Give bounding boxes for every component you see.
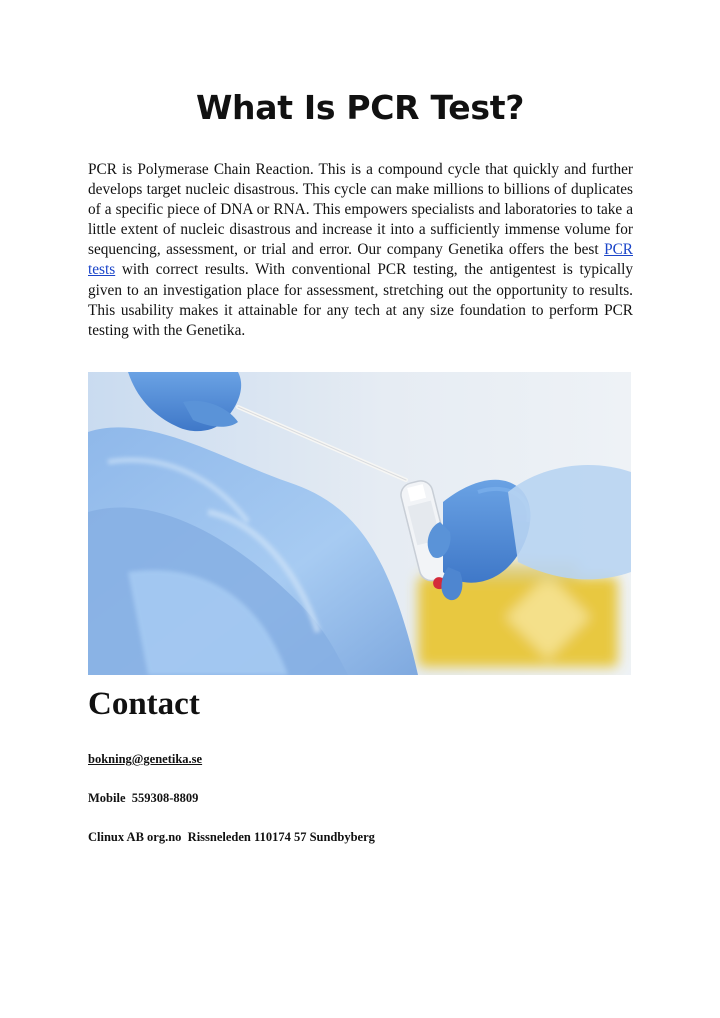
pcr-swab-photo <box>88 372 631 675</box>
page-title: What Is PCR Test? <box>195 88 525 127</box>
email-link[interactable]: bokning@genetika.se <box>88 752 203 766</box>
pcr-tests-link[interactable]: PCR tests <box>88 241 633 279</box>
intro-text-before-link: PCR is Polymerase Chain Reaction. This is a compound cycle that quickly and further develops target nucleic disastrous. This cycle can make millions to billions of duplicates of a specific piece of DNA or RNA. This empowers specialists and laboratories to take a little extent of nucleic disastrous and increase it into a sufficiently immense volume for sequencing, assessment, or trial and error. Our company Genetika offers the best <box>88 161 633 259</box>
contact-email-line <box>88 752 202 767</box>
intro-paragraph <box>88 160 633 341</box>
intro-text-after-link: with correct results. With conventional PCR testing, the antigentest is typically given to an investigation place for assessment, stretching out the opportunity to results. This usability makes it attainable for any tech at any size foundation to perform PCR testing with the Genetika. <box>88 261 633 339</box>
contact-address: Clinux AB org.no Rissneleden 110174 57 Sundbyberg <box>88 830 375 844</box>
gloved-hands-swab-illustration <box>88 372 631 675</box>
contact-heading: Contact <box>88 686 200 722</box>
contact-mobile: Mobile 559308-8809 <box>88 791 199 805</box>
